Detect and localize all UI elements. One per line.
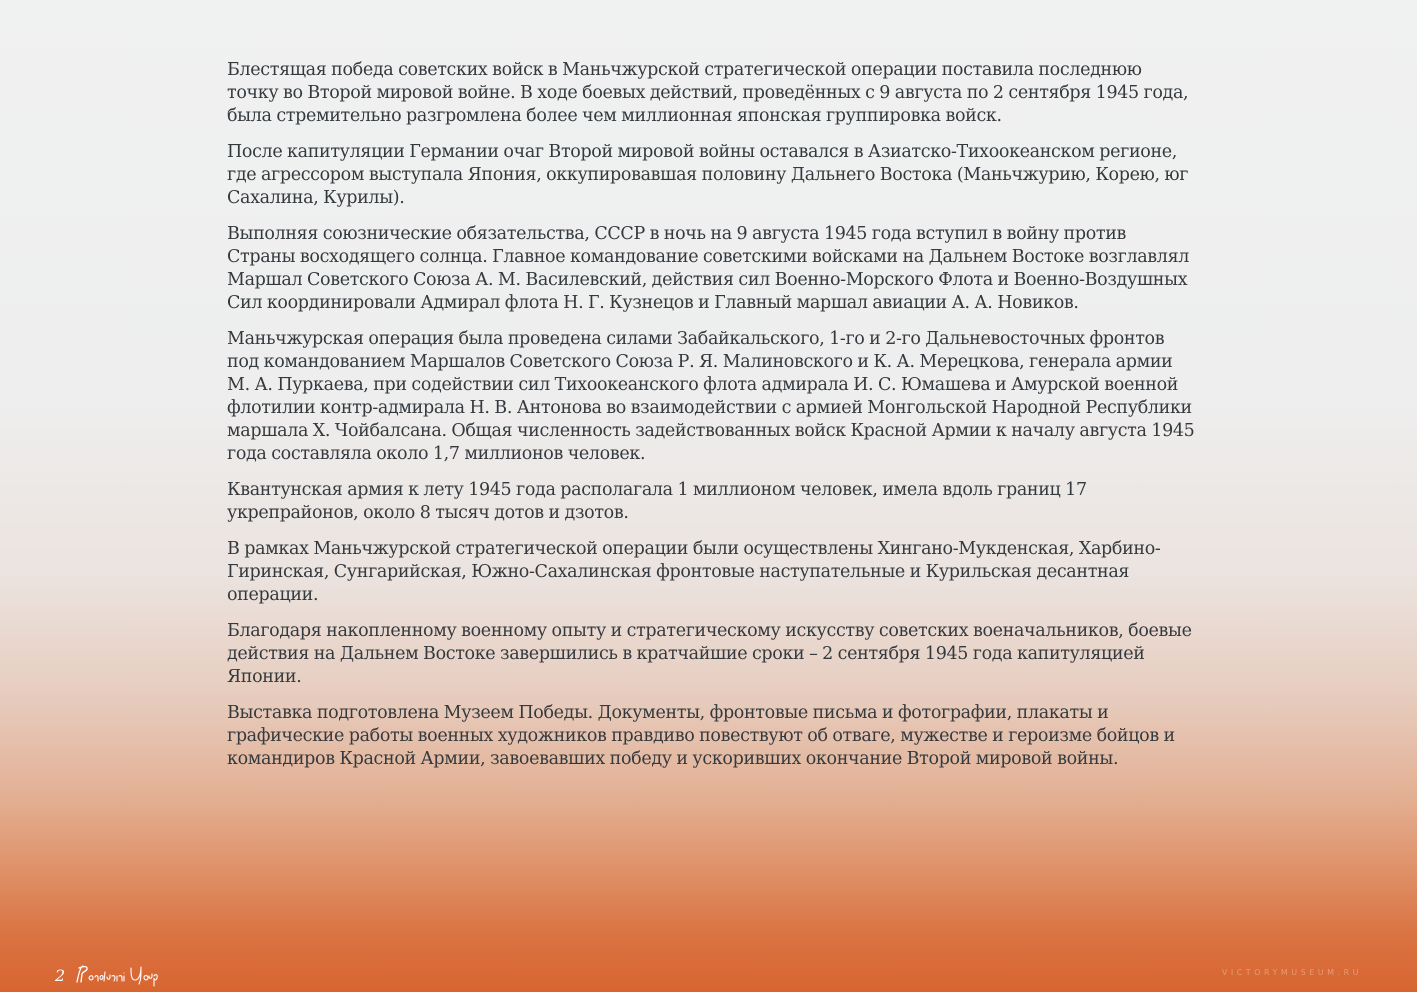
article-body xyxy=(227,59,1197,784)
title-script-logo xyxy=(71,962,161,988)
paragraph-intro: Блестящая победа советских войск в Маньчжурской стратегической операции поставила последнюю точку во Второй мировой войне. В ходе боевых действий, проведённых с 9 августа по 2 сентября 1945 года, была стремительно разгромлена более чем миллионная японская группировка войск. xyxy=(227,60,1189,126)
page-number: 2 xyxy=(55,965,66,985)
paragraph-exhibition: Выставка подготовлена Музеем Победы. Документы, фронтовые письма и фотографии, плакаты и графические работы военных художников правдиво повествуют об отваге, мужестве и героизме бойцов и командиров Красной Армии, завоевавших победу и ускоривших окончание Второй мировой войны. xyxy=(227,703,1175,769)
paragraph-asia-pacific: После капитуляции Германии очаг Второй мировой войны оставался в Азиатско-Тихоокеанском регионе, где агрессором выступала Япония, оккупировавшая половину Дальнего Востока (Маньчжурию, Корею, юг Сахалина, Курилы). xyxy=(227,142,1189,208)
paragraph-conclusion: Благодаря накопленному военному опыту и стратегическому искусству советских военачальников, боевые действия на Дальнем Востоке завершились в кратчайшие сроки – 2 сентября 1945 года капитуляцией Японии. xyxy=(227,621,1192,687)
paragraph-sub-operations: В рамках Маньчжурской стратегической операции были осуществлены Хингано-Мукденская, Харбино-Гиринская, Сунгарийская, Южно-Сахалинская фронтовые наступательные и Курильская десантная операции. xyxy=(227,539,1161,605)
paragraph-operation-forces: Маньчжурская операция была проведена силами Забайкальского, 1-го и 2-го Дальневосточных фронтов под командованием Маршалов Советского Союза Р. Я. Малиновского и К. А. Мерецкова, генерала армии М. А. Пуркаева, при содействии сил Тихоокеанского флота адмирала И. С. Юмашева и Амурской военной флотилии контр-адмирала Н. В. Антонова во взаимодействии с армией Монгольской Народной Республики маршала Х. Чойбалсана. Общая численность задействованных войск Красной Армии к началу августа 1945 года составляла около 1,7 миллионов человек. xyxy=(227,329,1195,464)
paragraph-kwantung-army: Квантунская армия к лету 1945 года располагала 1 миллионом человек, имела вдоль границ 17 укрепрайонов, около 8 тысяч дотов и дзотов. xyxy=(227,480,1087,523)
paragraph-war-entry: Выполняя союзнические обязательства, СССР в ночь на 9 августа 1945 года вступил в войну против Страны восходящего солнца. Главное командование советскими войсками на Дальнем Востоке возглавлял Маршал Советского Союза А. М. Василевский, действия сил Военно-Морского Флота и Военно-Воздушных Сил координировали Адмирал флота Н. Г. Кузнецов и Главный маршал авиации А. А. Новиков. xyxy=(227,224,1190,313)
website-url: VICTORYMUSEUM.RU xyxy=(1221,968,1362,977)
page-footer-left xyxy=(55,961,161,989)
